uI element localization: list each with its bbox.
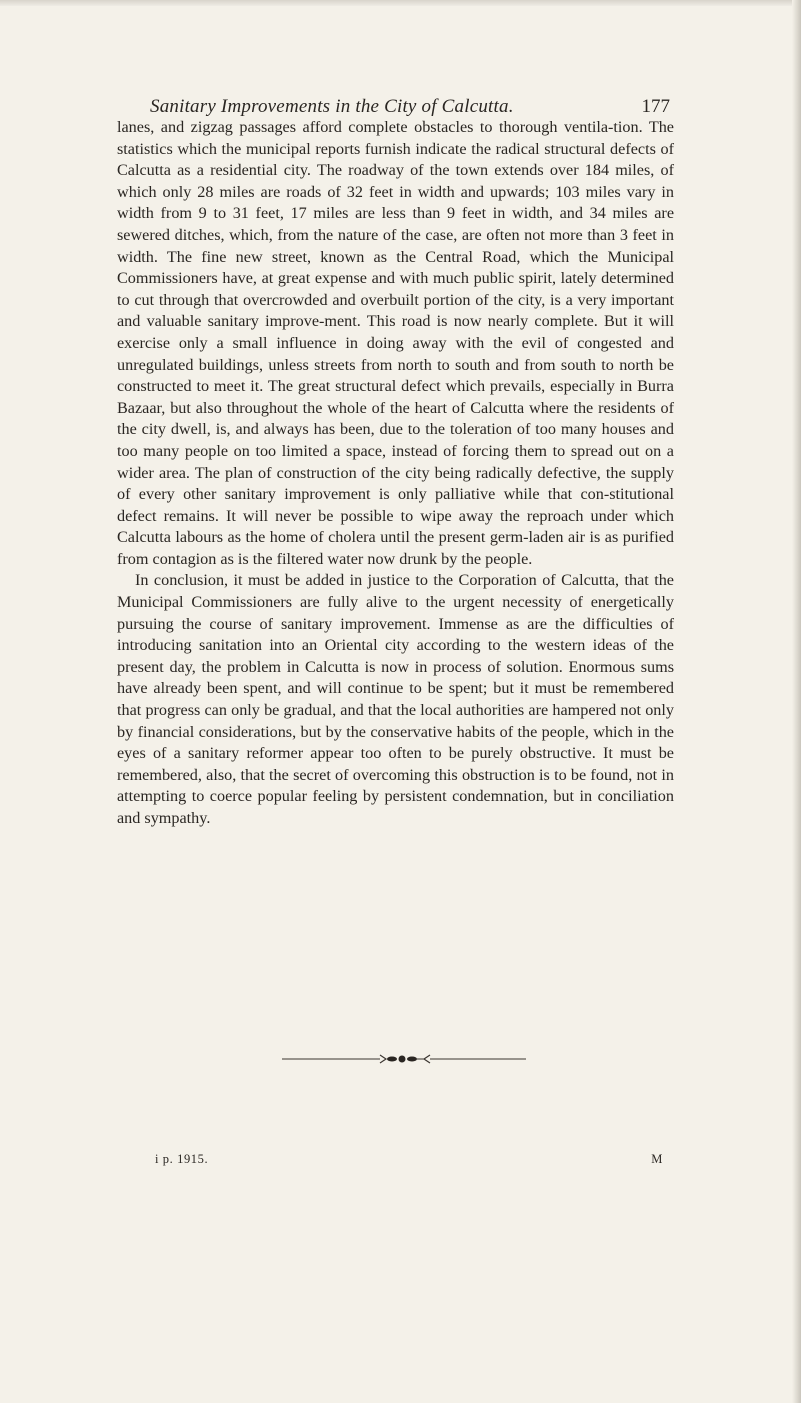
signature-mark: i p. 1915. (155, 1152, 209, 1166)
page-number: 177 (641, 96, 670, 117)
page-top-edge (0, 0, 801, 6)
paragraph-2: In conclusion, it must be added in justice to the Corporation of Calcutta, that the Municipal Commissioners are fully alive to the urgent necessity of energetically pursuing the course of sanitary improvement. Immense as are the difficulties of introducing sanitation into an Oriental city according to the western ideas of the present day, the problem in Calcutta is now in process of solution. Enormous sums have already been spent, and will continue to be spent; but it must be remembered that progress can only be gradual, and that the local authorities are hampered not only by financial considerations, but by the conservative habits of the people, which in the eyes of a sanitary reformer appear too often to be purely obstructive. It must be remembered, also, that the secret of overcoming this obstruction is to be found, not in attempting to coerce popular feeling by persistent condemnation, but in conciliation and sympathy. (117, 571, 674, 827)
tailpiece-ornament (282, 1053, 526, 1065)
page-footer (155, 1152, 663, 1170)
page-right-edge (792, 0, 801, 1403)
running-head: Sanitary Improvements in the City of Calcutta. (150, 96, 514, 117)
signature-letter: M (651, 1152, 663, 1166)
paragraph-1: lanes, and zigzag passages afford complete obstacles to thorough ventila-tion. The statistics which the municipal reports furnish indicate the radical structural defects of Calcutta as a residential city. The roadway of the town extends over 184 miles, of which only 28 miles are roads of 32 feet in width and upwards; 103 miles vary in width from 9 to 31 feet, 17 miles are less than 9 feet in width, and 34 miles are sewered ditches, which, from the nature of the case, are often not more than 3 feet in width. The fine new street, known as the Central Road, which the Municipal Commissioners have, at great expense and with much public spirit, lately determined to cut through that overcrowded and overbuilt portion of the city, is a very important and valuable sanitary improve-ment. This road is now nearly complete. But it will exercise only a small influence in doing away with the evil of congested and unregulated buildings, unless streets from north to south and from south to north be constructed to meet it. The great structural defect which prevails, especially in Burra Bazaar, but also throughout the whole of the heart of Calcutta where the residents of the city dwell, is, and always has been, due to the toleration of too many houses and too many people on too limited a space, instead of forcing them to spread out on a wider area. The plan of construction of the city being radically defective, the supply of every other sanitary improvement is only palliative while that con-stitutional defect remains. It will never be possible to wipe away the reproach under which Calcutta labours as the home of cholera until the present germ-laden air is as purified from contagion as is the filtered water now drunk by the people. (117, 118, 674, 568)
body-text (117, 117, 674, 830)
